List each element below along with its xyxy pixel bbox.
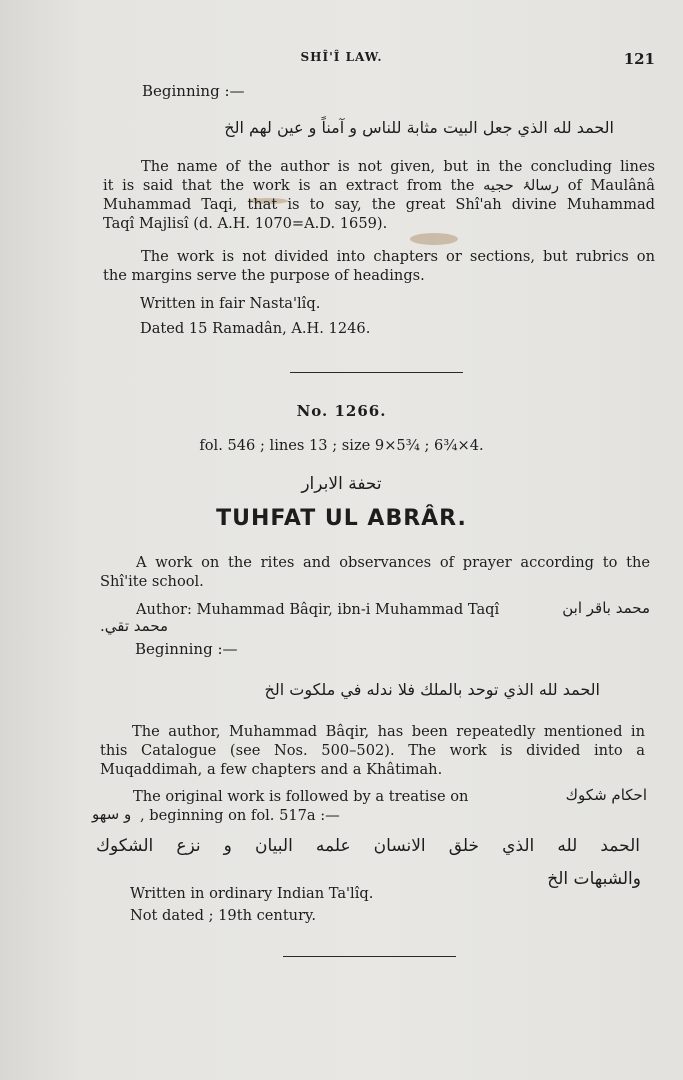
closing-arabic-text-cont: والشبهات الخ [547,869,641,889]
author-reference-paragraph [100,722,645,779]
date-note: Not dated ; 19th century. [130,907,317,924]
paragraph-line: A work on the rites and observances of prayer according to the [136,554,650,571]
paragraph-line: Taqî Majlisî (d. A.H. 1070=A.D. 1659). [103,215,388,232]
treatise-note: The original work is followed by a treatise on [133,788,469,805]
entry-number: No. 1266. [296,402,387,420]
date-note: Dated 15 Ramadân, A.H. 1246. [140,320,371,337]
treatise-arabic-title: احكام شكوك [565,786,647,804]
paragraph-line: Muqaddimah, a few chapters and a Khâtimah. [100,761,443,778]
author-arabic-name: محمد باقر ابن [562,599,650,617]
page-number: 121 [623,50,655,68]
paragraph-line: The name of the author is not given, but in the concluding lines [141,158,655,175]
closing-arabic-text: الحمد لله الذي خلق الانسان علمه البيان و نزع الشكوك [96,836,640,856]
section-divider [290,372,463,373]
paragraph-line: this Catalogue (see Nos. 500–502). The work is divided into a [100,742,645,759]
ink-stain [410,233,458,245]
beginning-arabic-text: الحمد لله الذي توحد بالملك فلا ندله في ملكوت الخ [264,680,600,699]
manuscript-specs: fol. 546 ; lines 13 ; size 9×5¾ ; 6¾×4. [199,437,484,454]
paragraph-line: Muhammad Taqi, that is to say, the great Shî'ah divine Muhammad [103,196,655,213]
author-arabic-father: محمد تقي. [100,617,169,635]
paragraph-line: the margins serve the purpose of headings. [103,267,425,284]
treatise-arabic-title-cont: و سهو [92,805,132,823]
paragraph-line: The author, Muhammad Bâqir, has been repeatedly mentioned in [132,723,645,740]
section-divider [283,956,456,957]
paragraph-line: it is said that the work is an extract from the رسالۂ حجیه of Maulânâ [103,177,656,194]
paragraph-line: Shî'ite school. [100,573,204,590]
beginning-arabic-text: الحمد لله الذي جعل البيت مثابة للناس و آمناً و عين لهم الخ [224,118,614,137]
running-title: SHÎ'Î LAW. [300,50,383,64]
work-title: TUHFAT UL ABRÂR. [216,506,467,531]
title-arabic: تحفة الابرار [301,474,382,494]
beginning-label: Beginning :— [142,82,245,100]
description-paragraph [100,553,650,591]
script-note: Written in fair Nasta'lîq. [140,295,321,312]
treatise-folio: , beginning on fol. 517a :— [140,807,340,824]
structure-paragraph [103,247,655,285]
paragraph-line: The work is not divided into chapters or sections, but rubrics on [141,248,655,265]
beginning-label: Beginning :— [135,640,238,658]
script-note: Written in ordinary Indian Ta'lîq. [130,885,374,902]
author-line: Author: Muhammad Bâqir, ibn-i Muhammad Taqî [136,601,500,618]
author-note-paragraph [103,157,655,233]
